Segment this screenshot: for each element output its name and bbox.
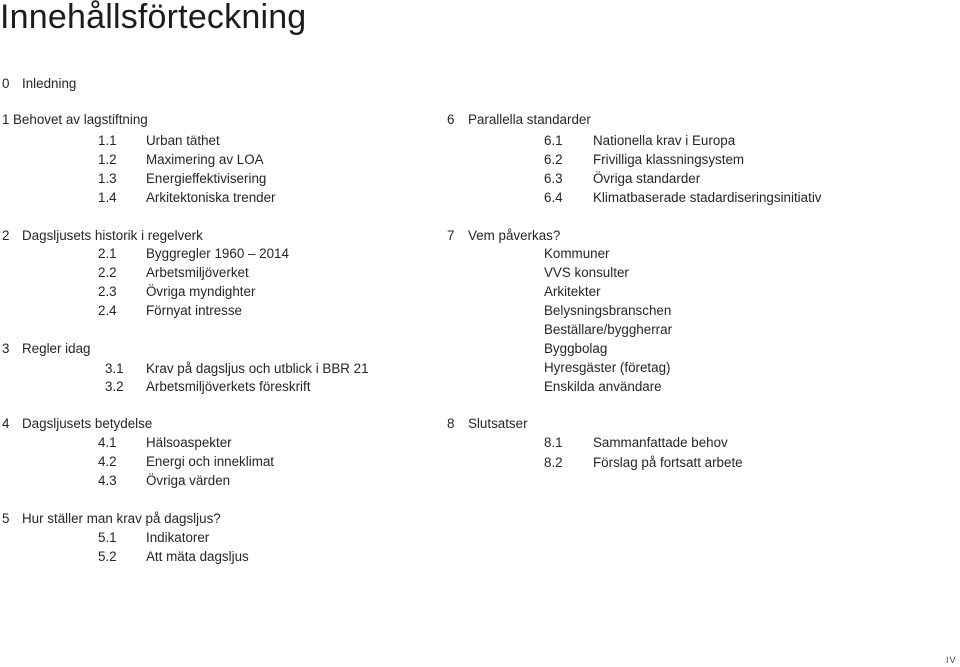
section-number: 6.2 [544,152,563,167]
section-number: 4.2 [98,454,117,469]
section-title: Övriga myndighter [146,284,256,299]
chapter-number: 1 [2,112,10,127]
list-item: Enskilda användare [544,379,662,394]
chapter-title: Dagsljusets historik i regelverk [22,228,203,243]
list-item: Belysningsbranschen [544,303,672,318]
section-title: Hälsoaspekter [146,435,232,450]
section-title: Övriga värden [146,473,231,488]
list-item: VVS konsulter [544,265,629,280]
page-title: Innehållsförteckning [0,0,307,36]
section-number: 3.1 [105,361,124,376]
list-item: Arkitekter [544,284,601,299]
chapter-title: Dagsljusets betydelse [22,416,153,431]
list-item: Kommuner [544,246,610,261]
chapter-number: 4 [2,416,10,431]
section-title: Energieffektivisering [146,171,267,186]
section-number: 2.1 [98,246,117,261]
chapter-title: Slutsatser [468,416,528,431]
chapter-number: 7 [447,228,455,243]
section-title: Maximering av LOA [146,152,264,167]
section-title: Nationella krav i Europa [593,133,736,148]
chapter-title: Vem påverkas? [468,228,561,243]
section-number: 4.1 [98,435,117,450]
chapter-number: 2 [2,228,10,243]
section-title: Förslag på fortsatt arbete [593,455,743,470]
section-title: Sammanfattade behov [593,435,728,450]
section-title: Arkitektoniska trender [146,190,276,205]
section-title: Indikatorer [146,530,210,545]
chapter-number: 3 [2,341,10,356]
section-number: 6.3 [544,171,563,186]
section-title: Arbetsmiljöverkets föreskrift [146,379,311,394]
section-title: Arbetsmiljöverket [146,265,249,280]
chapter-title: Hur ställer man krav på dagsljus? [22,511,221,526]
chapter-title: Inledning [22,76,77,91]
section-title: Byggregler 1960 – 2014 [146,246,289,261]
section-title: Förnyat intresse [146,303,243,318]
section-title: Klimatbaserade stadardiseringsinitiativ [593,190,822,205]
section-number: 2.4 [98,303,117,318]
chapter-title: Behovet av lagstiftning [13,112,148,127]
chapter-title: Parallella standarder [468,112,591,127]
chapter-number: 5 [2,511,10,526]
section-number: 3.2 [105,379,124,394]
list-item: Hyresgäster (företag) [544,360,671,375]
section-title: Att mäta dagsljus [146,549,249,564]
section-title: Urban täthet [146,133,220,148]
list-item: Byggbolag [544,341,608,356]
chapter-title: Regler idag [22,341,91,356]
section-number: 1.1 [98,133,117,148]
section-number: 5.2 [98,549,117,564]
section-number: 1.2 [98,152,117,167]
page-number: IV [946,655,957,665]
section-number: 2.3 [98,284,117,299]
section-number: 4.3 [98,473,117,488]
section-number: 8.2 [544,455,563,470]
section-number: 2.2 [98,265,117,280]
section-number: 5.1 [98,530,117,545]
section-number: 1.3 [98,171,117,186]
chapter-number: 8 [447,416,455,431]
section-number: 1.4 [98,190,117,205]
section-title: Krav på dagsljus och utblick i BBR 21 [146,361,369,376]
section-number: 6.1 [544,133,563,148]
section-number: 6.4 [544,190,563,205]
list-item: Beställare/byggherrar [544,322,673,337]
chapter-number: 6 [447,112,455,127]
section-title: Övriga standarder [593,171,701,186]
section-number: 8.1 [544,435,563,450]
section-title: Energi och inneklimat [146,454,275,469]
section-title: Frivilliga klassningsystem [593,152,745,167]
chapter-number: 0 [2,76,10,91]
